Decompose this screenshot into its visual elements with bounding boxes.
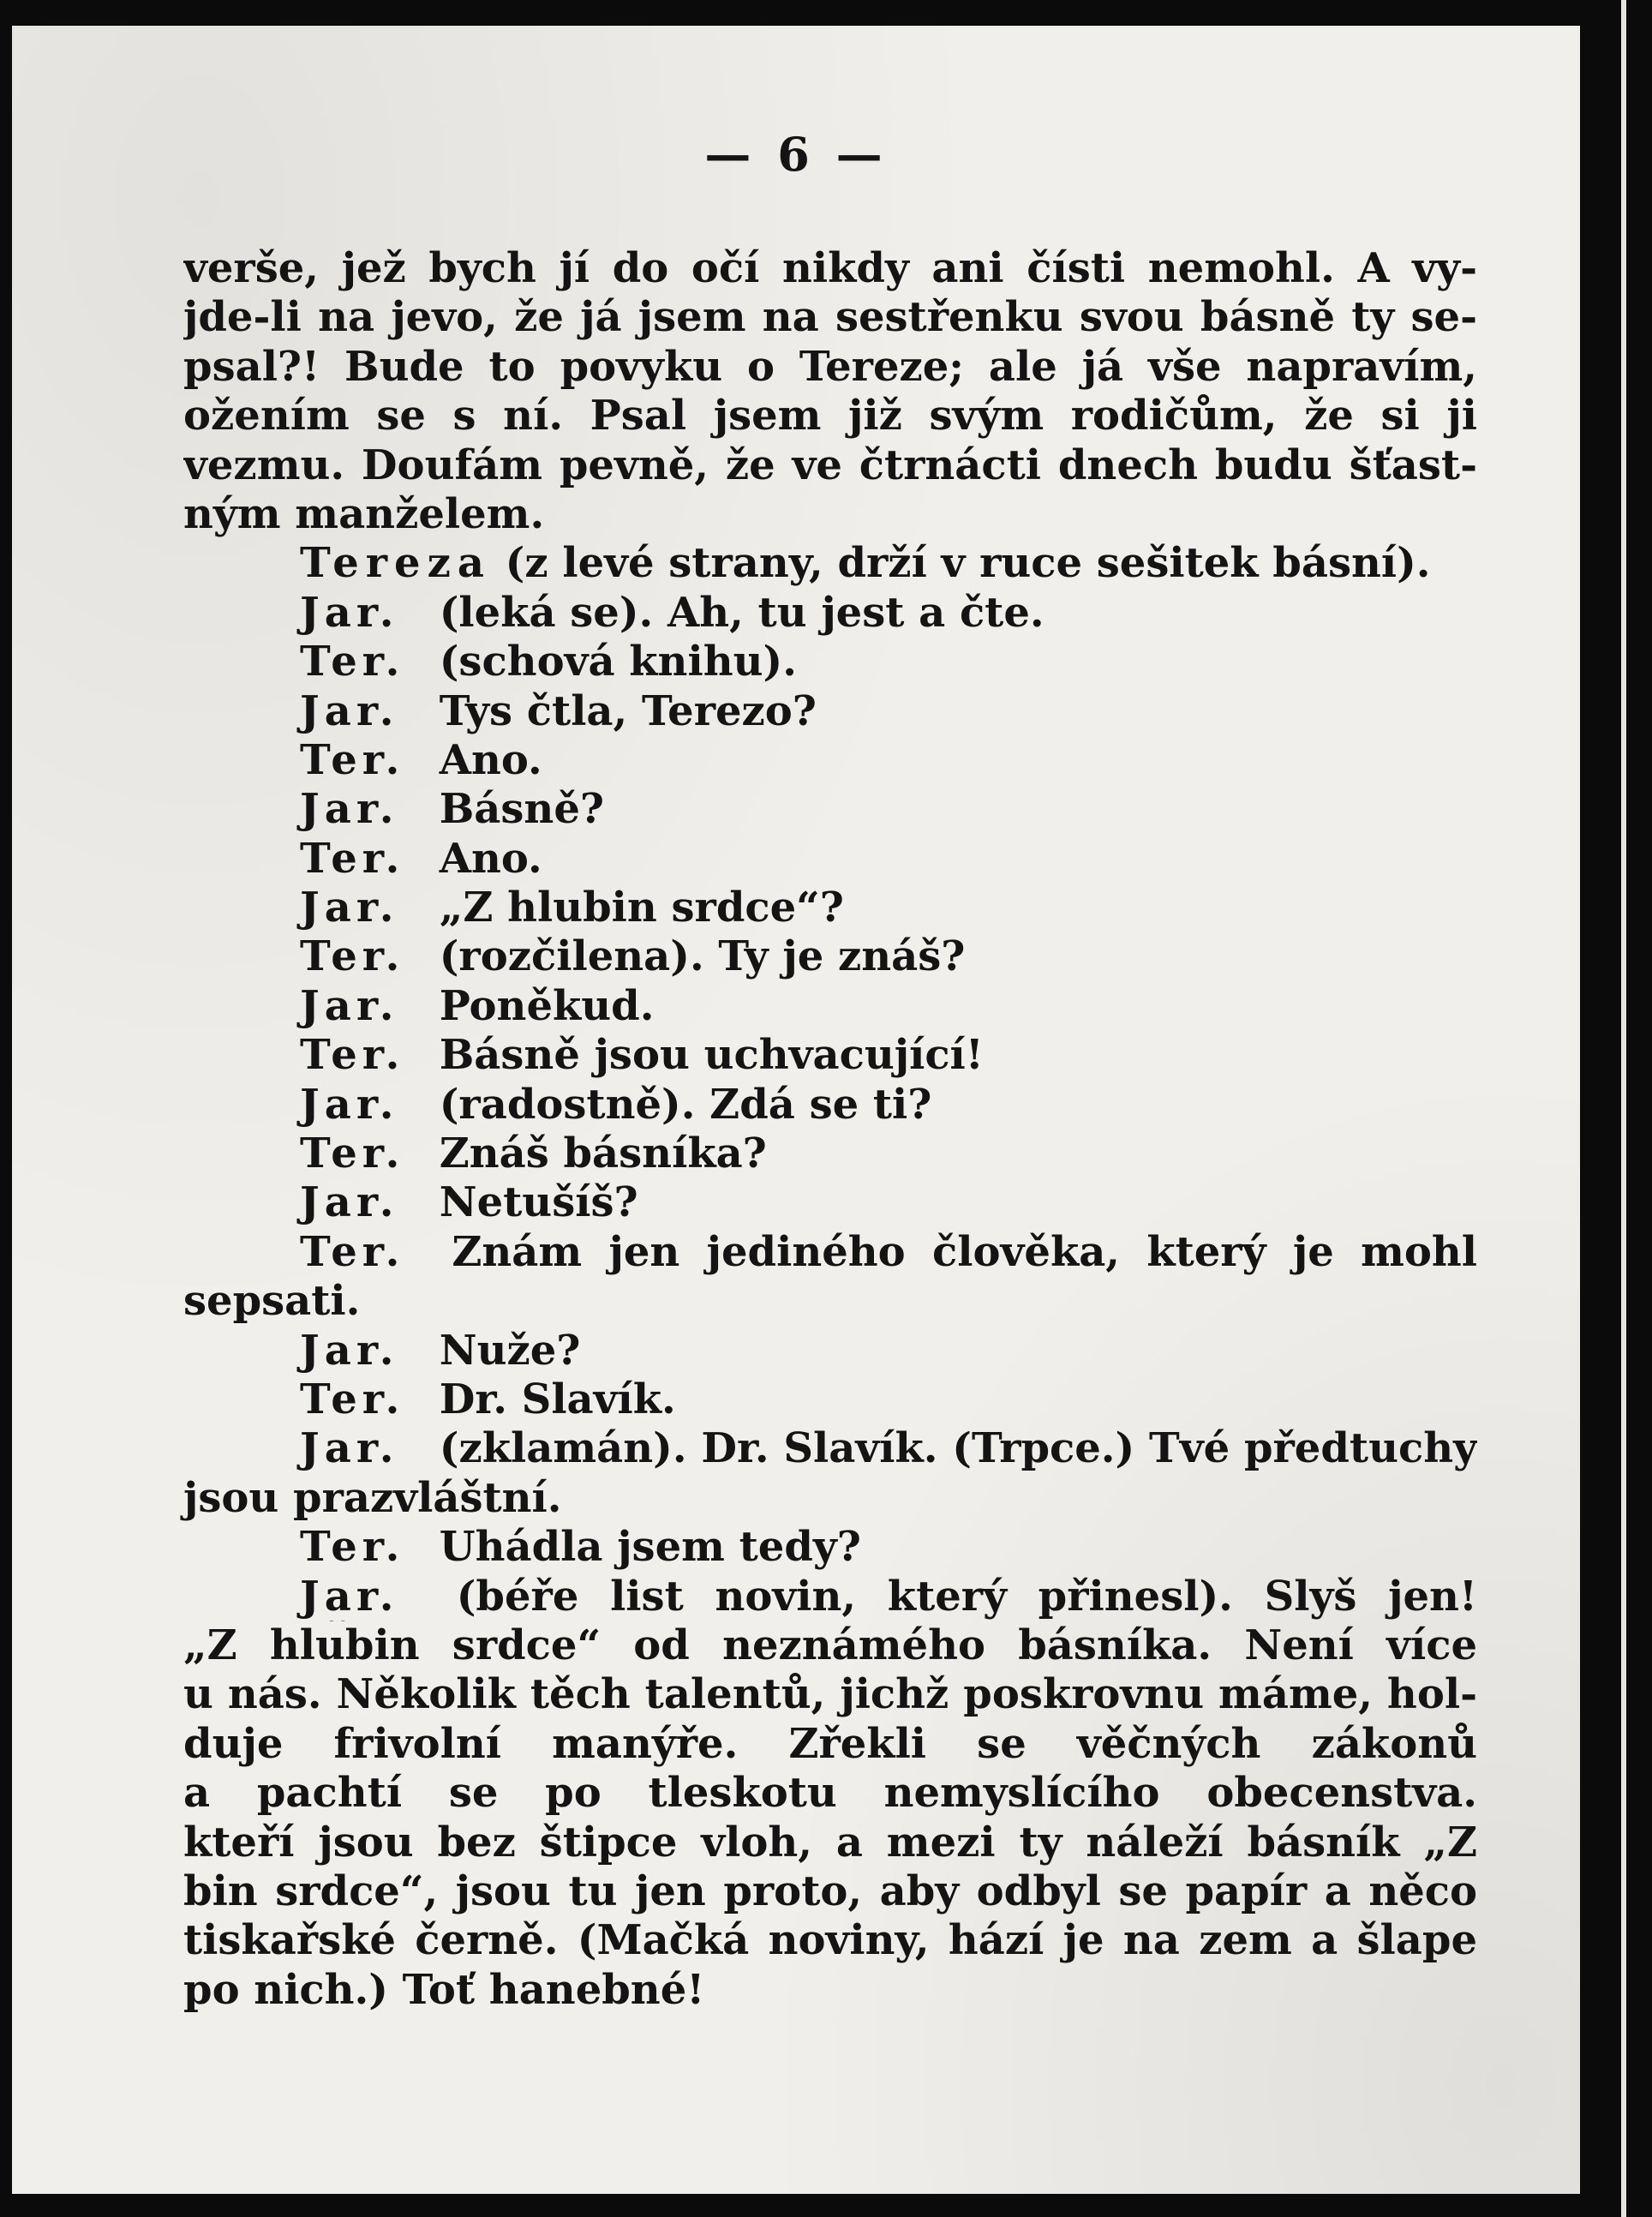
dialogue-line — [183, 1178, 1477, 1227]
text-line: u nás. Několik těch talentů, jichž poskrovnu máme, hol- — [183, 1670, 1477, 1719]
speech-text: Uhádla jsem tedy? — [439, 1523, 861, 1572]
speech-text: Básně? — [439, 785, 604, 834]
speaker-name: Ter. — [300, 1031, 405, 1080]
speaker-name: Jar. — [300, 1326, 399, 1375]
speech-text: (rozčilena). Ty je znáš? — [439, 932, 966, 981]
speaker-name: Jar. — [300, 686, 399, 735]
dialogue-line — [183, 932, 1477, 981]
speech-text: Netušíš? — [439, 1178, 638, 1227]
dialogue-line — [183, 1031, 1477, 1080]
page-spine-edge — [1621, 0, 1626, 2217]
text-line: po nich.) Toť hanebné! — [183, 1965, 705, 2014]
speech-text: „Z hlubin srdce“? — [439, 884, 844, 932]
dialogue-line — [183, 589, 1477, 638]
speaker-name: Ter. — [300, 834, 405, 883]
speech-text: (leká se). Ah, tu jest a čte. — [439, 588, 1044, 637]
text-line: sepsati. — [183, 1277, 361, 1326]
speech-text: Znám jen jediného člověka, který je mohl — [452, 1227, 1477, 1276]
speaker-name: Jar. — [300, 785, 399, 834]
dialogue-line — [183, 1424, 1477, 1473]
dialogue-line — [183, 884, 1477, 932]
dialogue-line — [183, 1327, 1477, 1375]
dialogue-line — [183, 638, 1477, 686]
text-line: ným manželem. — [183, 489, 545, 538]
dialogue-line — [183, 835, 1477, 884]
dialogue-line — [183, 1129, 1477, 1178]
speech-text: Tys čtla, Terezo? — [439, 686, 817, 735]
speech-text: Ano. — [439, 834, 542, 883]
text-line: duje frivolní manýře. Zřekli se věčných zákonů — [183, 1719, 1477, 1768]
dialogue-line — [183, 736, 1477, 785]
dialogue-line — [183, 982, 1477, 1031]
speech-text: Ano. — [439, 735, 542, 784]
dialogue-line — [183, 1081, 1477, 1129]
dialogue-line — [183, 1375, 1477, 1424]
speech-text: (radostně). Zdá se ti? — [439, 1080, 932, 1129]
text-line: vezmu. Doufám pevně, že ve čtrnácti dnech budu šťast- — [183, 440, 1477, 489]
speaker-name: Ter. — [300, 1375, 405, 1423]
speaker-name: Ter. — [300, 638, 405, 686]
text-line: jde-li na jevo, že já jsem na sestřenku svou básně ty se- — [183, 293, 1477, 342]
text-line: „Z hlubin srdce“ od neznámého básníka. Není více — [183, 1621, 1477, 1669]
book-page — [12, 26, 1580, 2194]
text-line: psal?! Bude to povyku o Tereze; ale já vše napravím, — [183, 342, 1477, 391]
speaker-name: Jar. — [300, 981, 399, 1030]
speech-text: Znáš básníka? — [439, 1129, 767, 1178]
speech-text: Nuže? — [439, 1326, 581, 1375]
dialogue-line — [183, 687, 1477, 736]
speaker-name: Ter. — [300, 1523, 405, 1572]
speaker-name: Ter. — [300, 735, 405, 784]
page-spine-shadow — [1583, 0, 1652, 2217]
speech-text: (zklamán). Dr. Slavík. (Trpce.) Tvé předtuchy — [439, 1424, 1477, 1473]
stage-text: (z levé strany, drží v ruce sešitek básní). — [505, 539, 1431, 588]
dialogue-line — [183, 785, 1477, 834]
speaker-name: Jar. — [300, 1178, 399, 1227]
text-line: jsou prazvláštní. — [183, 1473, 562, 1522]
speaker-name: Tereza — [300, 539, 491, 588]
page-number: — 6 — — [704, 127, 888, 182]
speaker-name: Jar. — [300, 1424, 399, 1473]
speaker-name: Jar. — [300, 588, 399, 637]
text-line: bin srdce“, jsou tu jen proto, aby odbyl se papír a něco — [183, 1866, 1477, 1915]
dialogue-line — [183, 1523, 1477, 1572]
speech-text: Dr. Slavík. — [439, 1375, 676, 1423]
speaker-name: Ter. — [300, 1129, 405, 1178]
speaker-name: Jar. — [300, 1572, 399, 1621]
speaker-name: Ter. — [300, 932, 405, 981]
dialogue-line — [183, 1573, 1477, 1621]
speaker-name: Ter. — [300, 1227, 405, 1276]
text-line: kteří jsou bez štipce vloh, a mezi ty náleží básník „Z — [183, 1818, 1477, 1866]
text-line: tiskařské černě. (Mačká noviny, hází je na zem a šlape — [183, 1916, 1477, 1965]
speech-text: (béře list novin, který přinesl). Slyš jen! — [456, 1572, 1477, 1621]
speaker-name: Jar. — [300, 884, 399, 932]
stage-direction — [183, 539, 1477, 588]
speech-text: Básně jsou uchvacující! — [439, 1031, 984, 1080]
speaker-name: Jar. — [300, 1080, 399, 1129]
text-line: verše, jež bych jí do očí nikdy ani čísti nemohl. A vy- — [183, 244, 1477, 292]
page-text — [183, 244, 1477, 2015]
text-line: ožením se s ní. Psal jsem již svým rodičům, že si ji — [183, 392, 1477, 440]
dialogue-line — [183, 1228, 1477, 1277]
speech-text: Poněkud. — [439, 981, 655, 1030]
text-line: a pachtí se po tleskotu nemyslícího obecenstva. — [183, 1769, 1477, 1818]
speech-text: (schová knihu). — [439, 638, 797, 686]
